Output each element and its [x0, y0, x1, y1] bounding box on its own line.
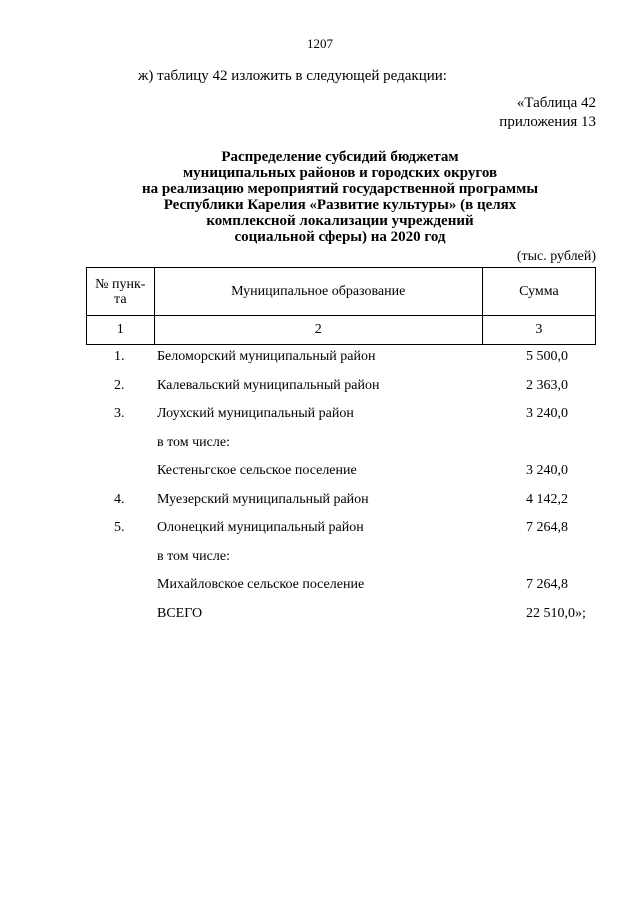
header-number-cell	[87, 268, 155, 316]
row-number: 2.	[114, 377, 125, 393]
header-number-line2: та	[114, 291, 127, 307]
row-name: Калевальский муниципальный район	[157, 377, 380, 393]
row-name: Лоухский муниципальный район	[157, 406, 354, 421]
title-line-2: муниципальных районов и городских округов	[182, 165, 498, 181]
table-row	[86, 484, 596, 513]
row-name: в том числе:	[157, 434, 230, 450]
unit-label: (тыс. рублей)	[516, 249, 596, 264]
row-number: 4.	[114, 491, 125, 507]
column-number-2: 2	[154, 316, 482, 345]
table-reference-line2: приложения 13	[499, 114, 596, 130]
table-reference-line1: «Таблица 42	[516, 95, 596, 111]
row-name: Михайловское сельское поселение	[157, 577, 365, 592]
table-row	[86, 427, 596, 456]
table-body	[86, 341, 596, 626]
table-row	[86, 341, 596, 370]
row-name: Олонецкий муниципальный район	[157, 520, 364, 535]
row-sum: 3 240,0	[526, 406, 568, 421]
row-sum: 5 500,0	[526, 349, 568, 364]
header-row	[87, 268, 596, 316]
document-title	[60, 149, 620, 245]
header-municipality-cell: Муниципальное образование	[154, 268, 482, 316]
row-name: Кестеньгское сельское поселение	[157, 463, 357, 478]
table-row	[86, 569, 596, 598]
row-sum: 22 510,0»;	[526, 605, 586, 621]
page-number: 1207	[307, 36, 333, 51]
column-number-1: 1	[87, 316, 155, 345]
column-number-3: 3	[482, 316, 595, 345]
title-line-3: на реализацию мероприятий государственной программы	[141, 181, 539, 197]
header-sum-cell: Сумма	[482, 268, 595, 316]
row-number: 1.	[114, 349, 125, 364]
table-header	[86, 267, 596, 345]
row-number: 5.	[114, 520, 125, 535]
row-name: ВСЕГО	[157, 605, 203, 621]
table-row	[86, 512, 596, 541]
row-number: 3.	[114, 406, 125, 421]
row-name: Беломорский муниципальный район	[157, 349, 376, 364]
title-line-1: Распределение субсидий бюджетам	[221, 149, 459, 165]
table-reference	[499, 94, 596, 132]
title-line-5: комплексной локализации учреждений	[206, 213, 474, 229]
row-name: в том числе:	[157, 548, 230, 564]
table-row	[86, 455, 596, 484]
title-line-4: Республики Карелия «Развитие культуры» (в целях	[163, 197, 517, 213]
row-sum: 7 264,8	[526, 520, 568, 535]
intro-text: ж) таблицу 42 изложить в следующей редакции:	[138, 68, 447, 84]
row-sum: 7 264,8	[526, 577, 568, 592]
header-number-line1: № пунк-	[95, 276, 146, 292]
title-line-6: социальной сферы) на 2020 год	[234, 229, 446, 245]
table-row	[86, 541, 596, 570]
row-name: Муезерский муниципальный район	[157, 491, 369, 507]
row-sum: 4 142,2	[526, 491, 568, 507]
row-sum: 3 240,0	[526, 463, 568, 478]
table-row-total	[86, 598, 596, 627]
table-row	[86, 370, 596, 399]
row-sum: 2 363,0	[526, 377, 568, 393]
table-row	[86, 398, 596, 427]
